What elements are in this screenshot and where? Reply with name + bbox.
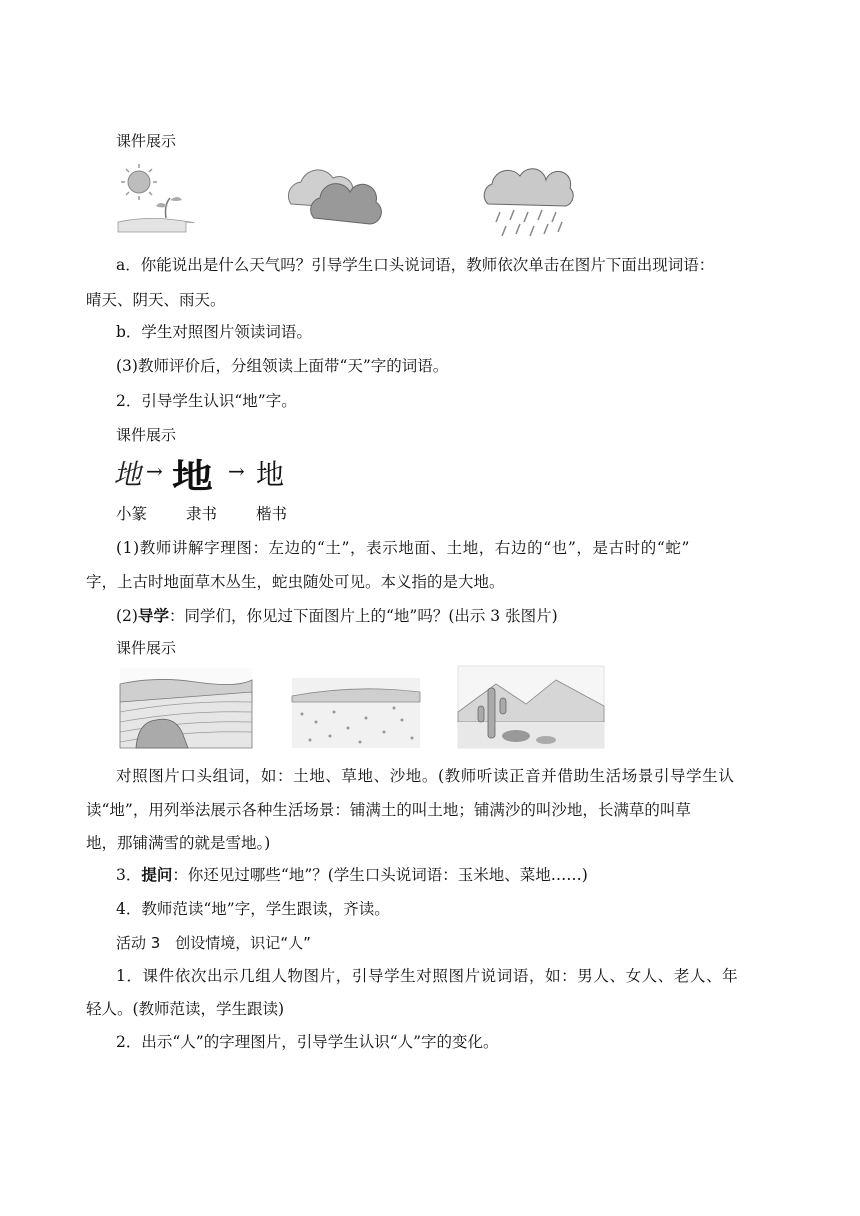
rain-icon bbox=[484, 169, 573, 236]
grassland-icon bbox=[292, 678, 420, 748]
paragraph-2: 2．引导学生认识“地”字。 bbox=[116, 392, 297, 410]
paragraph-3: (3)教师评价后，分组领读上面带“天”字的词语。 bbox=[116, 357, 449, 375]
land-image-row bbox=[116, 662, 606, 752]
question-label: 提问 bbox=[141, 866, 173, 884]
activity-3-line3: 2．出示“人”的字理图片，引导学生认识“人”字的变化。 bbox=[116, 1033, 499, 1051]
paragraph-a-line2: 晴天、阴天、雨天。 bbox=[86, 291, 226, 309]
paragraph-combine-line2: 读“地”，用列举法展示各种生活场景：铺满土的叫土地；铺满沙的叫沙地，长满草的叫草 bbox=[86, 801, 691, 819]
label-clerical-script: 隶书 bbox=[186, 505, 218, 523]
guide-label: 导学 bbox=[137, 607, 169, 625]
arrow-icon: → bbox=[228, 459, 245, 483]
activity-3-heading: 活动 3 创设情境，识记“人” bbox=[116, 934, 311, 952]
guide-text: ：同学们，你见过下面图片上的“地”吗？(出示 3 张图片) bbox=[168, 607, 558, 625]
activity-3-line1: 1．课件依次出示几组人物图片，引导学生对照图片说词语，如：男人、女人、老人、年 bbox=[116, 967, 739, 985]
arrow-icon: → bbox=[146, 459, 163, 483]
paragraph-a-line1: a．你能说出是什么天气吗？引导学生口头说词语，教师依次单击在图片下面出现词语： bbox=[116, 256, 715, 274]
field-icon bbox=[120, 668, 252, 748]
seal-script-char: 地 bbox=[112, 458, 148, 491]
paragraph-4: 4．教师范读“地”字，学生跟读，齐读。 bbox=[116, 900, 390, 918]
sunny-icon bbox=[118, 164, 194, 232]
section-heading-3: 课件展示 bbox=[116, 639, 177, 657]
label-seal-script: 小篆 bbox=[116, 505, 148, 523]
paragraph-question bbox=[116, 865, 806, 885]
section-heading-1: 课件展示 bbox=[116, 132, 177, 150]
paragraph-1-line2: 字，上古时地面草木丛生，蛇虫随处可见。本义指的是大地。 bbox=[86, 573, 505, 591]
clerical-script-char: 地 bbox=[172, 457, 213, 497]
character-evolution bbox=[112, 453, 316, 497]
guide-prefix: (2) bbox=[116, 607, 138, 625]
label-regular-script: 楷书 bbox=[256, 505, 288, 523]
paragraph-2-guide bbox=[116, 606, 806, 626]
question-text: ：你还见过哪些“地”？(学生口头说词语：玉米地、菜地……) bbox=[172, 866, 588, 884]
paragraph-combine-line1: 对照图片口头组词，如：土地、草地、沙地。(教师听读正音并借助生活场景引导学生认 bbox=[116, 767, 735, 785]
cloudy-icon bbox=[288, 170, 381, 224]
activity-3-line2: 轻人。(教师范读，学生跟读) bbox=[86, 1000, 285, 1018]
section-heading-2: 课件展示 bbox=[116, 426, 177, 444]
weather-image-row bbox=[116, 160, 586, 242]
paragraph-1-line1: (1)教师讲解字理图：左边的“土”，表示地面、土地，右边的“也”，是古时的“蛇” bbox=[116, 539, 691, 557]
question-prefix: 3． bbox=[116, 866, 142, 884]
desert-icon bbox=[458, 666, 604, 748]
paragraph-b: b．学生对照图片领读词语。 bbox=[116, 323, 312, 341]
regular-script-char: 地 bbox=[256, 458, 285, 491]
paragraph-combine-line3: 地，那铺满雪的就是雪地。) bbox=[86, 834, 271, 852]
